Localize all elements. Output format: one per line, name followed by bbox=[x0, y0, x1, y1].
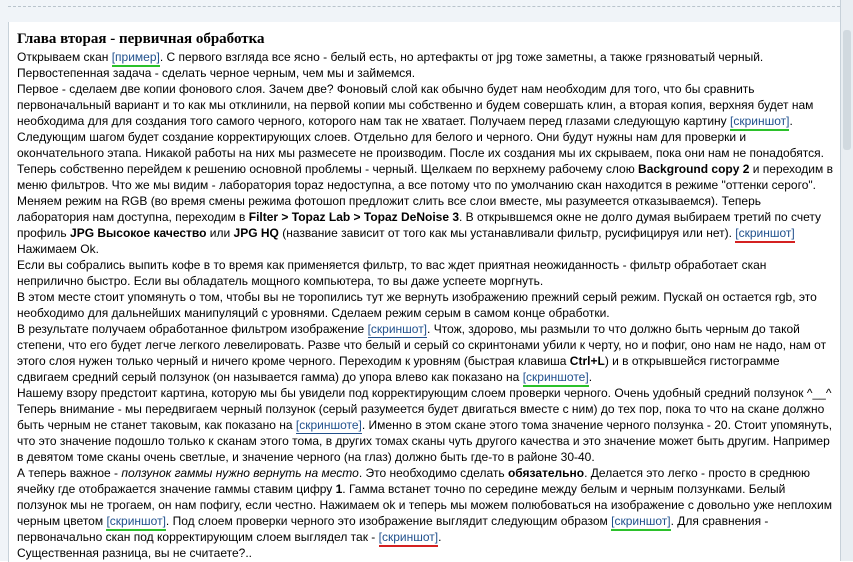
paragraph-result: В результате получаем обработанное фильтром изображение [скриншот]. Чтож, здорово, мы размыли то что должно быть черным до такой степени, что его будет легче легкого левелировать. Разве что белый и серый со скринтонами убили к черту, но и пофиг, оно нам не надо, нам от этого слоя нужен только черный и ничего кроме черного. Переходим к уровням (быстрая клавиша Ctrl+L) и в открывшейся гистограмме сдвигаем средний серый ползунок (он называется гамма) до упора влево как показано на [скриншоте]. Нашему взору предстоит картина, которую мы бы увидели под корректирующим слоем проверки черного. Очень удобный средний ползунок ^__^ bbox=[17, 322, 832, 400]
article-content bbox=[8, 22, 840, 562]
paragraph-important: А теперь важное - ползунок гаммы нужно вернуть на место. Это необходимо сделать обязательно. Делается это легко - просто в среднюю ячейку где отображается значение гаммы ставим цифру 1. Гамма встанет точно по середине между белым и черным ползунками. Белый ползунок мы не трогаем, он нам пофигу, если честно. Нажимаем ok и теперь мы можем полюбоваться на изображение с довольно уже неплохим черным цветом [скриншот]. Под слоем проверки черного это изображение выглядит следующим образом [скриншот]. Для сравнения - первоначально скан под корректирующим слоем выглядел так - [скриншот]. Существенная разница, вы не считаете?.. bbox=[17, 466, 832, 560]
scrollbar-thumb[interactable] bbox=[843, 30, 851, 150]
screenshot-link-layers[interactable]: [скриншот] bbox=[730, 114, 789, 131]
vertical-scrollbar[interactable] bbox=[840, 0, 853, 561]
screenshot-link-filter[interactable]: [скриншот] bbox=[735, 226, 794, 243]
paragraph-layers: Первое - сделаем две копии фонового слоя. Зачем две? Фоновый слой как обычно будет нам необходим для того, что бы сравнить первоначальный вариант и то как мы отклинили, на первой копии мы собственно и будем совершать клин, а вторая копия, верхняя будет нам необходима для для создания того самого черного, которого нам так не хватает. Получаем перед глазами следующую картину [скриншот]. Следующим шагом будет создание корректирующих слоев. Отдельно для белого и черного. Они будут нужны нам для проверки и окончательного этапа. Никакой работы на них мы размесете не производим. После их создания мы их скрываем, пока они нам не понадобятся. bbox=[17, 82, 824, 160]
screenshot-link-good-black[interactable]: [скриншот] bbox=[106, 514, 165, 531]
paragraph-intro: Открываем скан [пример]. С первого взгляда все ясно - белый есть, но артефакты от jpg тоже заметны, а также грязноватый черный. Первостепенная задача - сделать черное черным, чем мы и займемся. bbox=[17, 50, 764, 80]
paragraph-black-slider: Теперь внимание - мы передвигаем черный ползунок (серый разумеется будет двигаться вместе с ним) до тех пор, пока то что на скане должно быть черным не станет таковым, как показано на [скриншоте]. Именно в этом скане этого тома значение черного ползунка - 20. Стоит упомянуть, что это значение подошло только к сканам этого тома, в других томах сканы чуть другого качества и это значение может быть другим. Например в девятом томе сканы очень светлые, и значение черного (на глаз) должно быть где-то в районе 30-40. bbox=[17, 402, 833, 464]
example-link[interactable]: [пример] bbox=[112, 50, 160, 67]
paragraph-filter: Теперь собственно перейдем к решению основной проблемы - черный. Щелкаем по верхнему рабочему слою Background copy 2 и переходим в меню фильтров. Что же мы видим - лаборатория topaz недоступна, а все потому что по умолчанию скан находится в режиме "оттенки серого". Меняем режим на RGB (во время смены режима фотошоп предложит слить все слои вместе, мы разумеется отказываемся). Теперь лаборатория нам доступна, переходим в Filter > Topaz Lab > Topaz DeNoise 3. В открывшемся окне не долго думая выбираем третий по счету профиль JPG Высокое качество или JPG HQ (название зависит от того как мы устанавливали фильтр, русифицируя или нет). [скриншот] Нажимаем Ok. bbox=[17, 162, 833, 256]
chapter-title: Глава вторая - первичная обработка bbox=[17, 31, 265, 47]
paragraph-coffee: Если вы собрались выпить кофе в то время как применяется фильтр, то вас ждет приятная неожиданность - фильтр обработает скан неприлично быстро. Если вы обладатель мощного компьютера, то вы даже успеете моргнуть. В этом месте стоит упомянуть о том, чтобы вы не торопились тут же вернуть изображению прежний серый режим. Пускай он остается rgb, это необходимо для дальнейших манипуляций с уровнями. Сделаем режим серым в самом конце обработки. bbox=[17, 258, 817, 320]
screenshot-link-original[interactable]: [скриншот] bbox=[379, 530, 438, 547]
screenshot-link-gamma[interactable]: [скриншоте] bbox=[523, 370, 589, 387]
top-divider bbox=[8, 6, 845, 21]
screenshot-link-result[interactable]: [скриншот] bbox=[367, 322, 428, 336]
screenshot-link-check-black[interactable]: [скриншот] bbox=[611, 514, 670, 531]
screenshot-link-black[interactable]: [скриншоте] bbox=[295, 418, 362, 432]
